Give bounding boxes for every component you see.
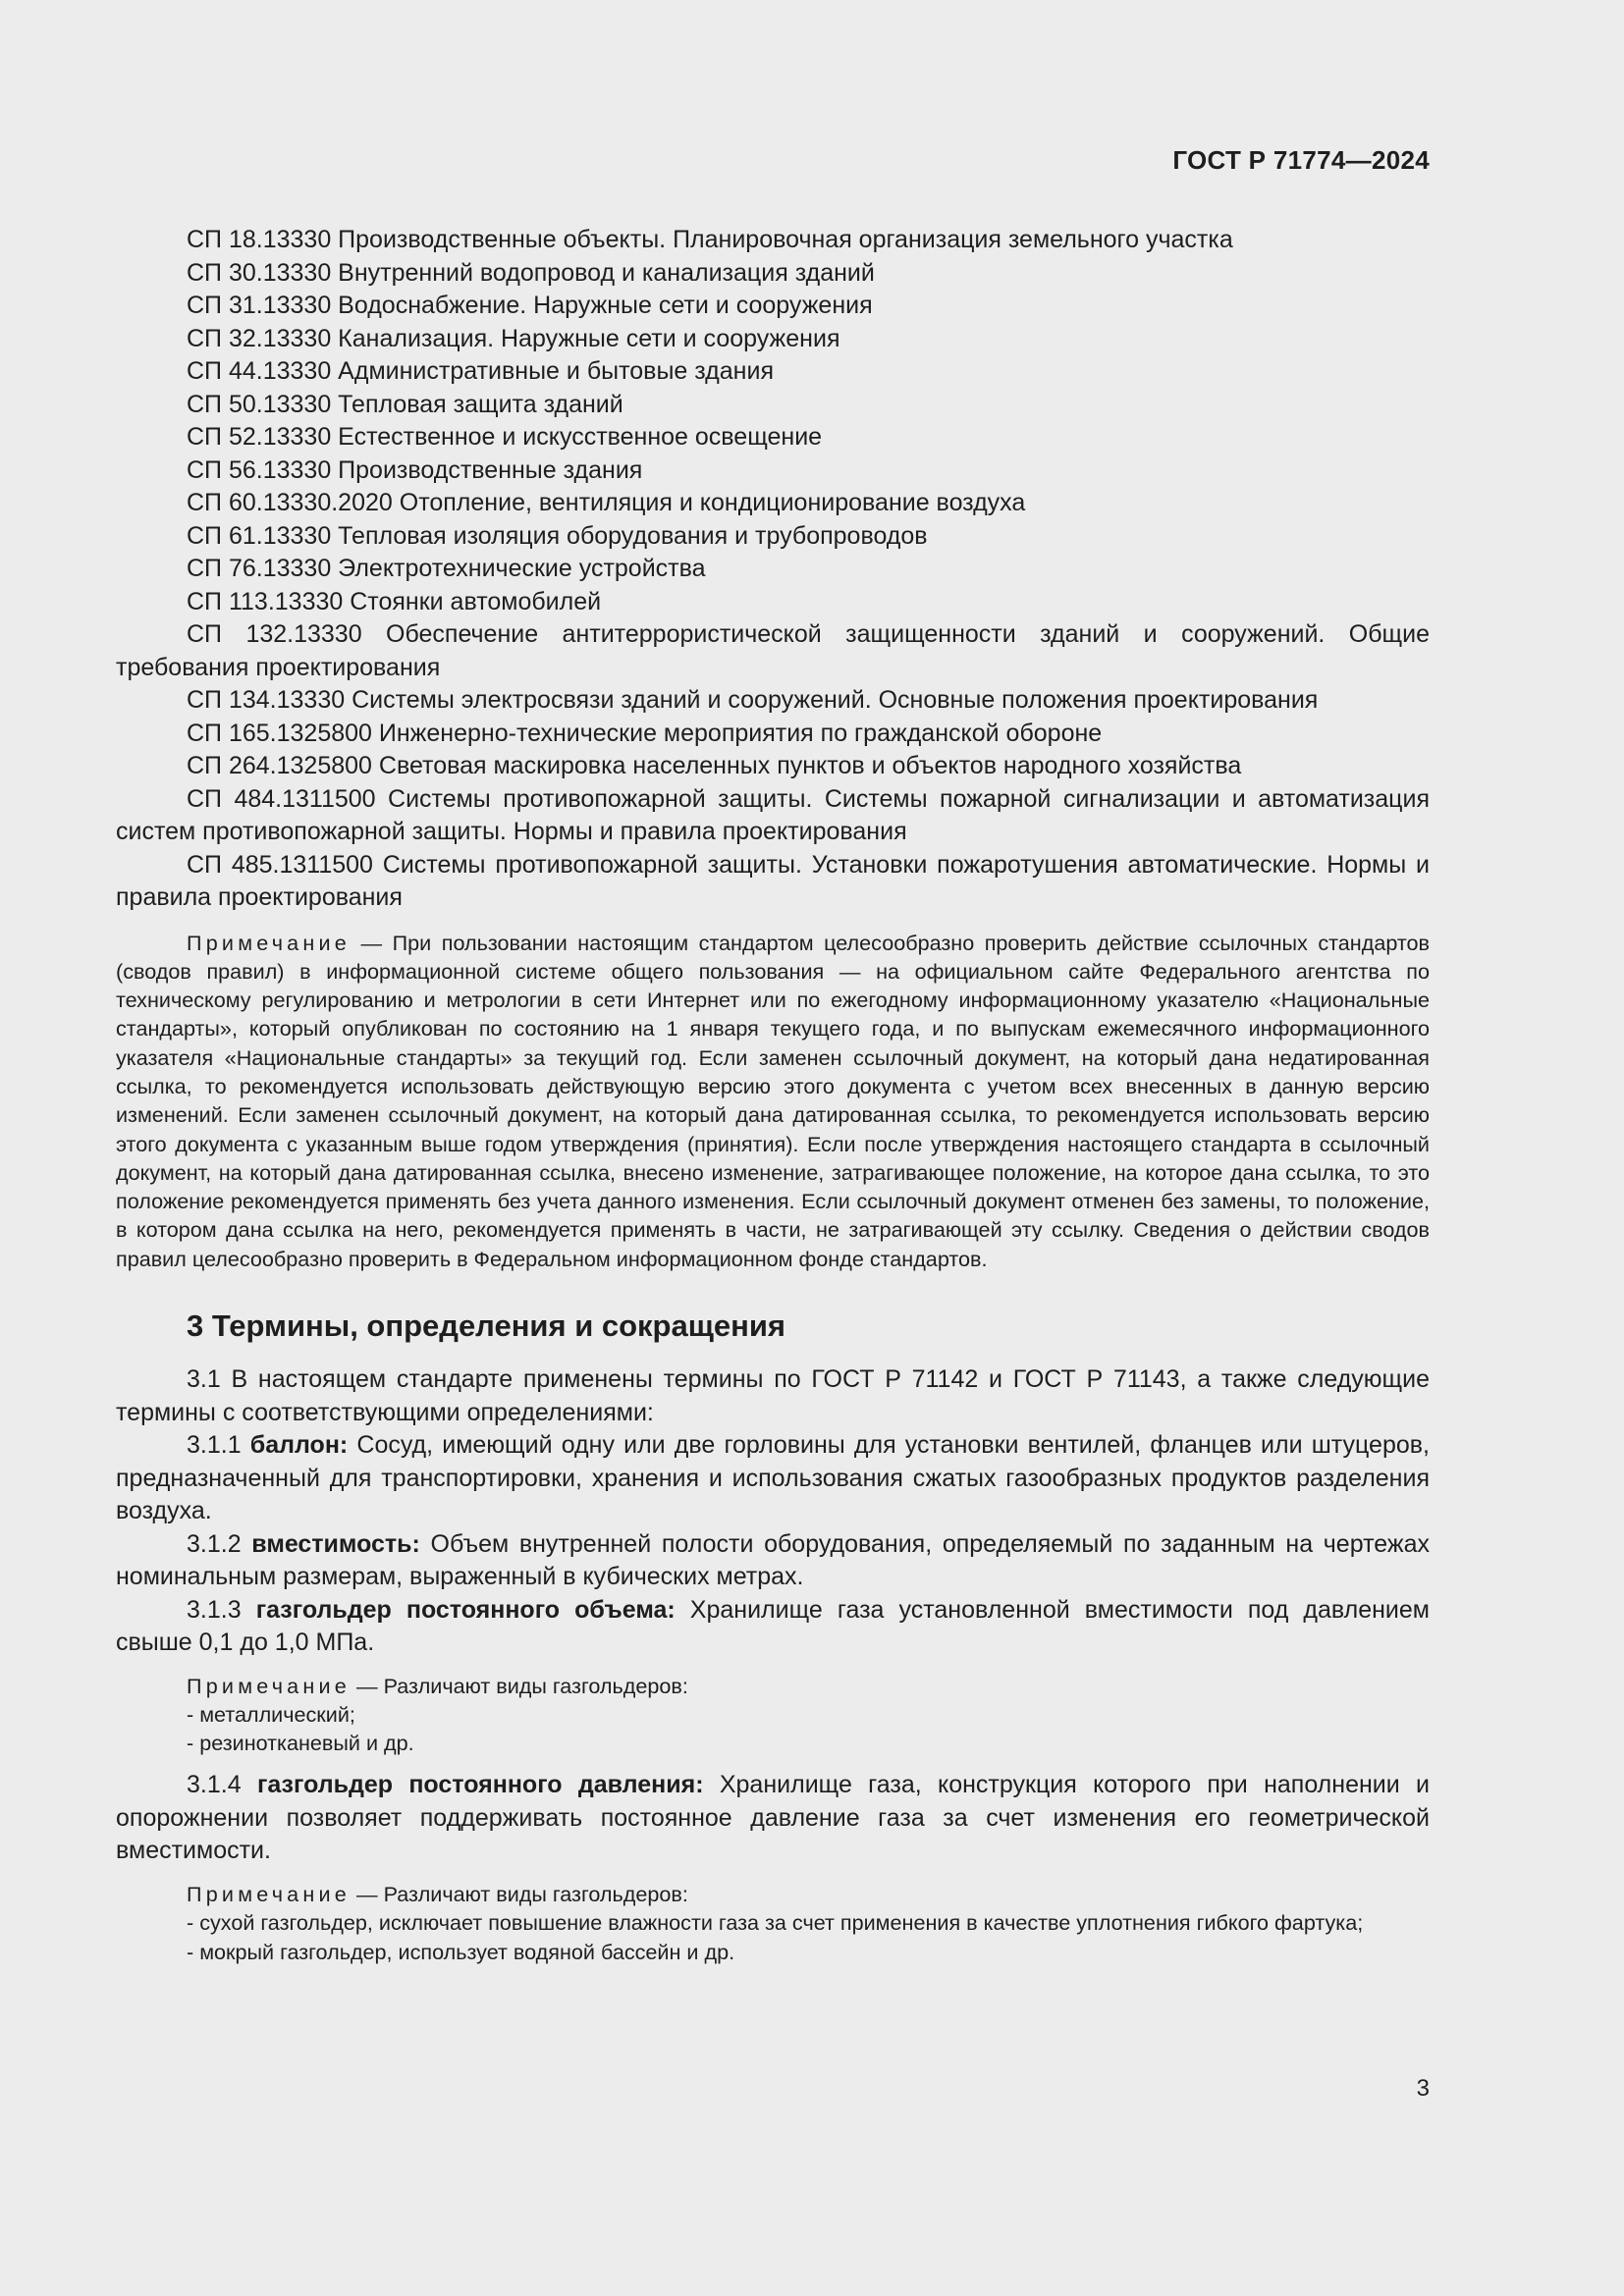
references-note <box>116 929 1430 1274</box>
reference-item: СП 56.13330 Производственные здания <box>187 455 643 484</box>
note-label: Примечание <box>187 930 351 955</box>
note-text: — Различают виды газгольдеров: <box>351 1881 688 1906</box>
term-definition: Сосуд, имеющий одну или две горловины для установки вентилей, фланцев или штуцеров, предназначенный для транспортировки, хранения и использования сжатых газообразных продуктов разделения воздуха. <box>116 1431 1430 1525</box>
reference-item: СП 484.1311500 Системы противопожарной защиты. Системы пожарной сигнализации и автоматизация систем противопожарной защиты. Нормы и правила проектирования <box>116 784 1430 845</box>
note-label: Примечание <box>187 1881 351 1906</box>
term-note-3-1-3 <box>116 1672 1430 1758</box>
reference-item: СП 132.13330 Обеспечение антитеррористической защищенности зданий и сооружений. Общие требования проектирования <box>116 620 1430 681</box>
section-title: 3 Термины, определения и сокращения <box>187 1308 785 1344</box>
term-definition: Хранилище газа установленной вместимости под давлением свыше 0,1 до 1,0 МПа. <box>116 1595 1430 1657</box>
note-heading <box>116 1880 1430 1908</box>
document-page <box>116 0 1430 2296</box>
note-list-item: - резинотканевый и др. <box>187 1731 414 1756</box>
reference-item: СП 50.13330 Тепловая защита зданий <box>187 390 623 418</box>
term-name: газгольдер постоянного объема: <box>255 1595 676 1624</box>
term-name: вместимость: <box>251 1529 420 1558</box>
term-name: газгольдер постоянного давления: <box>256 1771 704 1799</box>
term-name: баллон: <box>249 1431 349 1460</box>
term-3-1-2 <box>116 1528 1430 1594</box>
document-header: ГОСТ Р 71774—2024 <box>1172 145 1430 175</box>
reference-item: СП 18.13330 Производственные объекты. Планировочная организация земельного участка <box>187 226 1233 253</box>
reference-item: СП 76.13330 Электротехнические устройства <box>187 555 706 582</box>
term-number: 3.1.2 <box>187 1529 252 1558</box>
reference-item: СП 485.1311500 Системы противопожарной защиты. Установки пожаротушения автоматические. Нормы и правила проектирования <box>116 850 1430 911</box>
note-heading <box>116 1672 1430 1700</box>
term-3-1-3 <box>116 1594 1430 1660</box>
reference-item: СП 165.1325800 Инженерно-технические мероприятия по гражданской обороне <box>187 719 1103 747</box>
reference-item: СП 134.13330 Системы электросвязи зданий и сооружений. Основные положения проектирования <box>187 686 1319 714</box>
reference-item: СП 113.13330 Стоянки автомобилей <box>187 587 602 615</box>
term-3-1-1 <box>116 1429 1430 1528</box>
reference-item: СП 52.13330 Естественное и искусственное освещение <box>187 423 823 451</box>
note-list-item: - металлический; <box>187 1701 355 1727</box>
note-text: — Различают виды газгольдеров: <box>351 1673 688 1698</box>
term-definition: Объем внутренней полости оборудования, определяемый по заданным на чертежах номинальным размерам, выраженный в кубических метрах. <box>116 1529 1430 1591</box>
note-text: — При пользовании настоящим стандартом целесообразно проверить действие ссылочных стандартов (сводов правил) в информационной системе общего пользования — на официальном сайте Федерального агентства по техническому регулированию и метрологии в сети Интернет или по ежегодному информационному указателю «Национальные стандарты», который опубликован по состоянию на 1 января текущего года, и по выпускам ежемесячного информационного указателя «Национальные стандарты» за текущий год. Если заменен ссылочный документ, на который дана недатированная ссылка, то рекомендуется использовать действующую версию этого документа с учетом всех внесенных в данную версию изменений. Если заменен ссылочный документ, на который дана датированная ссылка, то рекомендуется использовать версию этого документа с указанным выше годом утверждения (принятия). Если после утверждения настоящего стандарта в ссылочный документ, на который дана датированная ссылка, внесено изменение, затрагивающее положение, на которое дана ссылка, то это положение рекомендуется применять без учета данного изменения. Если ссылочный документ отменен без замены, то положение, в котором дана ссылка на него, рекомендуется применять в части, не затрагивающей эту ссылку. Сведения о действии сводов правил целесообразно проверить в Федеральном информационном фонде стандартов. <box>116 930 1430 1271</box>
term-number: 3.1.3 <box>187 1595 256 1624</box>
note-list-item: - сухой газгольдер, исключает повышение влажности газа за счет применения в качестве уплотнения гибкого фартука; <box>187 1910 1364 1936</box>
normative-references-list <box>116 224 1430 915</box>
term-note-3-1-4 <box>116 1880 1430 1966</box>
page-number: 3 <box>1416 2075 1430 2102</box>
reference-item: СП 32.13330 Канализация. Наружные сети и сооружения <box>187 324 840 352</box>
term-3-1-4 <box>116 1769 1430 1868</box>
note-list-item: - мокрый газгольдер, использует водяной бассейн и др. <box>187 1939 735 1964</box>
reference-item: СП 31.13330 Водоснабжение. Наружные сети и сооружения <box>187 292 873 319</box>
document-body <box>116 224 1430 1966</box>
reference-item: СП 44.13330 Административные и бытовые здания <box>187 357 774 385</box>
reference-item: СП 61.13330 Тепловая изоляция оборудования и трубопроводов <box>187 521 928 550</box>
reference-item: СП 60.13330.2020 Отопление, вентиляция и кондиционирование воздуха <box>187 489 1026 516</box>
note-label: Примечание <box>187 1673 351 1698</box>
term-number: 3.1.4 <box>187 1771 257 1799</box>
term-number: 3.1.1 <box>187 1431 250 1460</box>
reference-item: СП 264.1325800 Световая маскировка населенных пунктов и объектов народного хозяйства <box>187 752 1242 779</box>
clause-3-1: 3.1 В настоящем стандарте применены термины по ГОСТ Р 71142 и ГОСТ Р 71143, а также следующие термины с соответствующими определениями: <box>116 1365 1430 1426</box>
reference-item: СП 30.13330 Внутренний водопровод и канализация зданий <box>187 258 875 287</box>
term-definition: Хранилище газа, конструкция которого при наполнении и опорожнении позволяет поддерживать постоянное давление газа за счет изменения его геометрической вместимости. <box>116 1771 1430 1865</box>
